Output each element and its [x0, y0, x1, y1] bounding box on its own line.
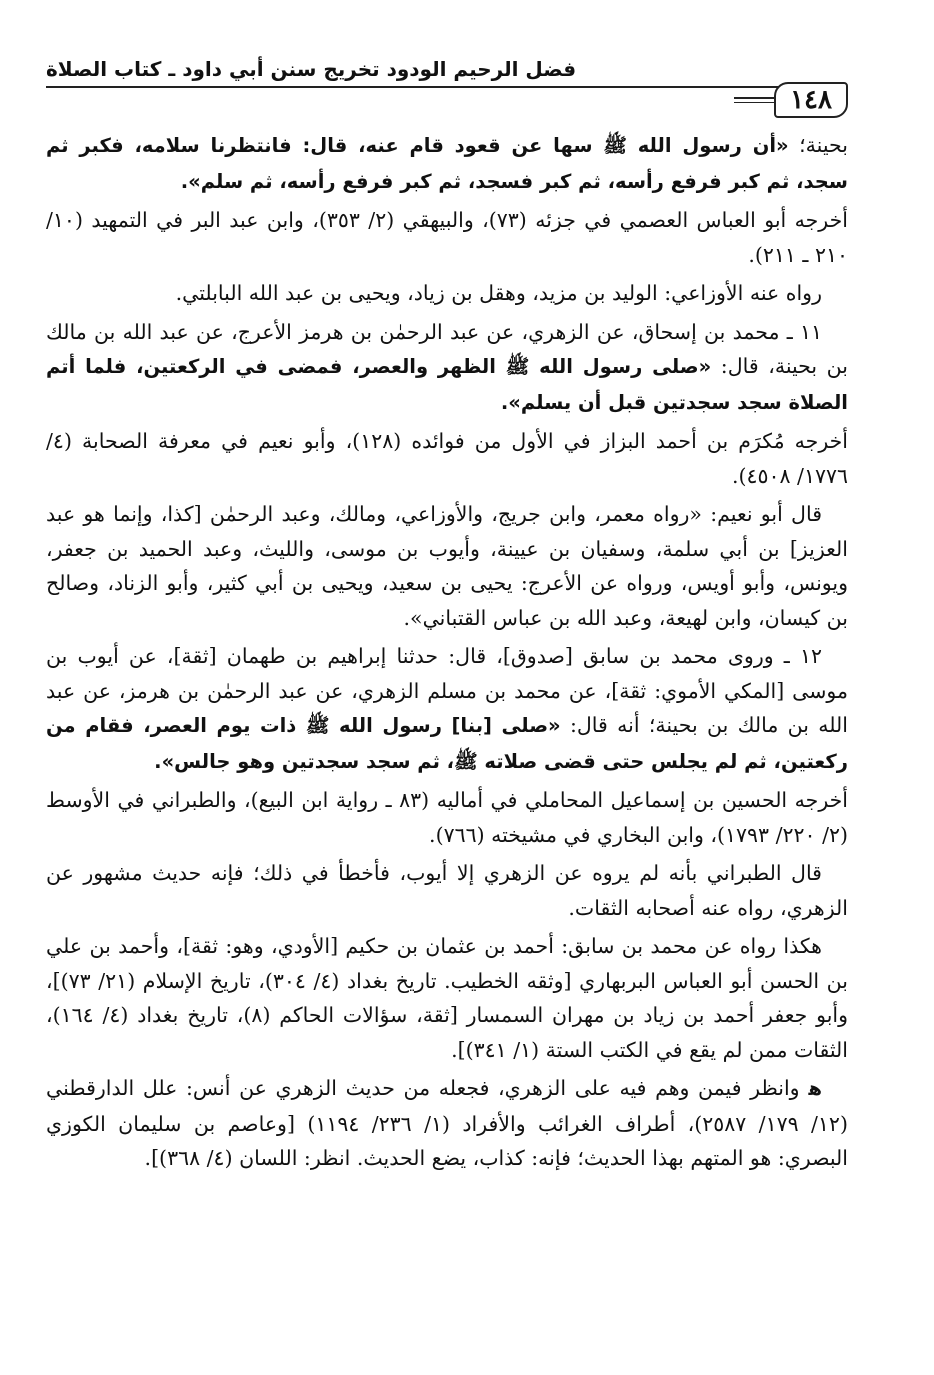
running-title: فضل الرحيم الودود تخريج سنن أبي داود ـ كتاب الصلاة — [46, 57, 577, 81]
paragraph — [46, 497, 848, 635]
ornament-line — [734, 97, 774, 103]
page-number: ١٤٨ — [774, 82, 848, 118]
hadith-text: «صلى رسول الله ﷺ الظهر والعصر، فمضى في الركعتين، فلما أتم الصلاة سجد سجدتين قبل أن يسلم». — [46, 355, 848, 414]
paragraph — [46, 424, 848, 493]
paragraph-text: هكذا رواه عن محمد بن سابق: أحمد بن عثمان بن حكيم [الأودي، وهو: ثقة]، وأحمد بن علي بن الحسن أبو العباس البربهاري [وثقه الخطيب. تاريخ بغداد (٤/ ٣٠٤)، تاريخ الإسلام (٢١/ ٧٣)]، وأبو جعفر أحمد بن زياد بن مهران السمسار [ثقة، سؤالات الحاكم (٨)، تاريخ بغداد (٤/ ١٦٤)، الثقات ممن لم يقع في الكتب الستة (١/ ٣٤١)]. — [46, 934, 848, 1062]
paragraph — [46, 203, 848, 272]
paragraph-text: ١٢ ـ وروى محمد بن سابق [صدوق]، قال: حدثنا إبراهيم بن طهمان [ثقة]، عن أيوب بن موسى [المكي الأموي: ثقة]، عن محمد بن مسلم الزهري، عن عبد الرحمٰن بن هرمز، عن عبد الله بن مالك بن بحينة؛ أنه قال: — [46, 644, 848, 737]
paragraph-text: أخرجه مُكرَم بن أحمد البزاز في الأول من فوائده (١٢٨)، وأبو نعيم في معرفة الصحابة (٤/ ١٧٧٦/ ٤٥٠٨). — [46, 429, 848, 488]
paragraph — [46, 1071, 848, 1176]
hadith-text: ﻫ — [799, 1077, 822, 1100]
hadith-text: «صلى [بنا] رسول الله ﷺ ذات يوم العصر، فقام من ركعتين، ثم لم يجلس حتى قضى صلاته ﷺ، ثم سجد سجدتين وهو جالس». — [46, 714, 848, 773]
paragraph — [46, 929, 848, 1067]
paragraph-text: أخرجه الحسين بن إسماعيل المحاملي في أماليه (٨٣ ـ رواية ابن البيع)، والطبراني في الأوسط (٢/ ٢٢٠/ ١٧٩٣)، وابن البخاري في مشيخته (٧٦٦). — [46, 788, 848, 847]
paragraph — [46, 315, 848, 421]
paragraph-text: قال الطبراني بأنه لم يروه عن الزهري إلا أيوب، فأخطأ في ذلك؛ فإنه حديث مشهور عن الزهري، رواه عنه أصحابه الثقات. — [46, 861, 848, 920]
paragraph — [46, 783, 848, 852]
paragraph-text: وانظر فيمن وهم فيه على الزهري، فجعله من حديث الزهري عن أنس: علل الدارقطني (١٢/ ١٧٩/ ٢٥٨٧)، أطراف الغرائب والأفراد (١/ ٢٣٦/ ١١٩٤) [وعاصم بن سليمان الكوزي البصري: هو المتهم بهذا الحديث؛ فإنه: كذاب، يضع الحديث. انظر: اللسان (٤/ ٣٦٨)]. — [46, 1076, 848, 1170]
main-text — [46, 128, 848, 1180]
paragraph-text: أخرجه أبو العباس العصمي في جزئه (٧٣)، والبيهقي (٢/ ٣٥٣)، وابن عبد البر في التمهيد (١٠/ ٢١٠ ـ ٢١١). — [46, 208, 848, 267]
page-number-ornament — [734, 80, 848, 120]
paragraph — [46, 276, 848, 311]
paragraph — [46, 128, 848, 199]
paragraph-text: بحينة؛ — [788, 133, 848, 157]
paragraph-text: ١١ ـ محمد بن إسحاق، عن الزهري، عن عبد الرحمٰن بن هرمز الأعرج، عن عبد الله بن مالك بن بحينة، قال: — [46, 319, 848, 378]
hadith-text: «أن رسول الله ﷺ سها عن قعود قام عنه، قال: فانتظرنا سلامه، فكبر ثم سجد، ثم كبر فرفع رأسه، ثم كبر فسجد، ثم كبر فرفع رأسه، ثم سلم». — [46, 134, 848, 193]
running-head — [46, 56, 848, 90]
paragraph — [46, 856, 848, 925]
paragraph — [46, 639, 848, 779]
paragraph-text: قال أبو نعيم: «رواه معمر، وابن جريج، والأوزاعي، ومالك، وعبد الرحمٰن [كذا، وإنما هو عبد العزيز] بن أبي سلمة، وسفيان بن عيينة، وأيوب بن موسى، والليث، وعبد الحميد بن جعفر، ويونس، وأبو أويس، ورواه عن الأعرج: يحيى بن سعيد، ويحيى بن أبي كثير، وأبو الزناد، وصالح بن كيسان، وابن لهيعة، وعبد الله بن عباس القتباني». — [46, 502, 848, 630]
paragraph-text: رواه عنه الأوزاعي: الوليد بن مزيد، وهقل بن زياد، ويحيى بن عبد الله البابلتي. — [175, 281, 822, 305]
header-rule — [46, 86, 848, 88]
